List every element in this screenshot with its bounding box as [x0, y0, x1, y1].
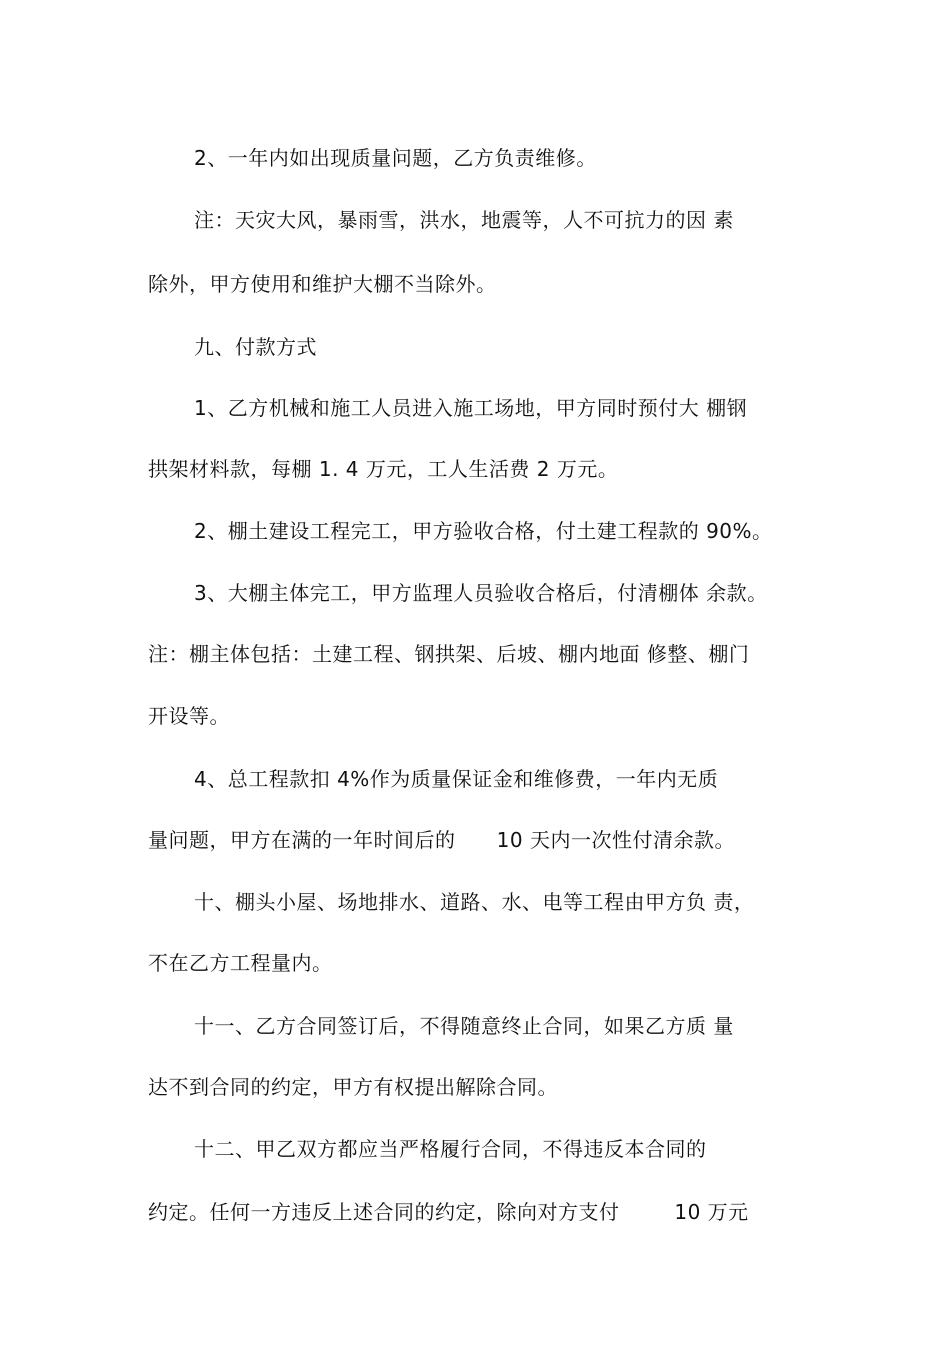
- clause-warranty-repair: 2、一年内如出现质量问题，乙方负责维修。: [194, 146, 597, 170]
- section-ten-cont: 不在乙方工程量内。: [148, 951, 333, 975]
- payment-clause-4: 4、总工程款扣 4%作为质量保证金和维修费，一年内无质: [194, 767, 719, 791]
- section-twelve: 十二、甲乙双方都应当严格履行合同，不得违反本合同的: [194, 1137, 707, 1161]
- note-main-body: 注：棚主体包括：土建工程、钢拱架、后坡、棚内地面 修整、棚门: [148, 642, 750, 666]
- payment-clause-3: 3、大棚主体完工，甲方监理人员验收合格后，付清棚体 余款。: [194, 581, 768, 605]
- payment-clause-1-cont: 拱架材料款，每棚 1. 4 万元，工人生活费 2 万元。: [148, 457, 619, 481]
- payment-clause-2: 2、棚土建设工程完工，甲方验收合格，付土建工程款的 90%。: [194, 519, 773, 543]
- note-force-majeure: 注：天灾大风，暴雨雪，洪水，地震等，人不可抗力的因 素: [194, 208, 734, 232]
- note-force-majeure-cont: 除外，甲方使用和维护大棚不当除外。: [148, 272, 497, 296]
- payment-clause-4-cont: 量问题，甲方在满的一年时间后的 10 天内一次性付清余款。: [148, 828, 735, 852]
- section-eleven-cont: 达不到合同的约定，甲方有权提出解除合同。: [148, 1075, 558, 1099]
- section-twelve-cont: 约定。任何一方违反上述合同的约定，除向对方支付 10 万元: [148, 1200, 749, 1224]
- section-eleven: 十一、乙方合同签订后，不得随意终止合同，如果乙方质 量: [194, 1014, 734, 1038]
- payment-clause-1: 1、乙方机械和施工人员进入施工场地，甲方同时预付大 棚钢: [194, 396, 748, 420]
- note-main-body-cont: 开设等。: [148, 704, 230, 728]
- section-ten: 十、棚头小屋、场地排水、道路、水、电等工程由甲方负 责，: [194, 890, 755, 914]
- section-heading-payment: 九、付款方式: [194, 335, 317, 359]
